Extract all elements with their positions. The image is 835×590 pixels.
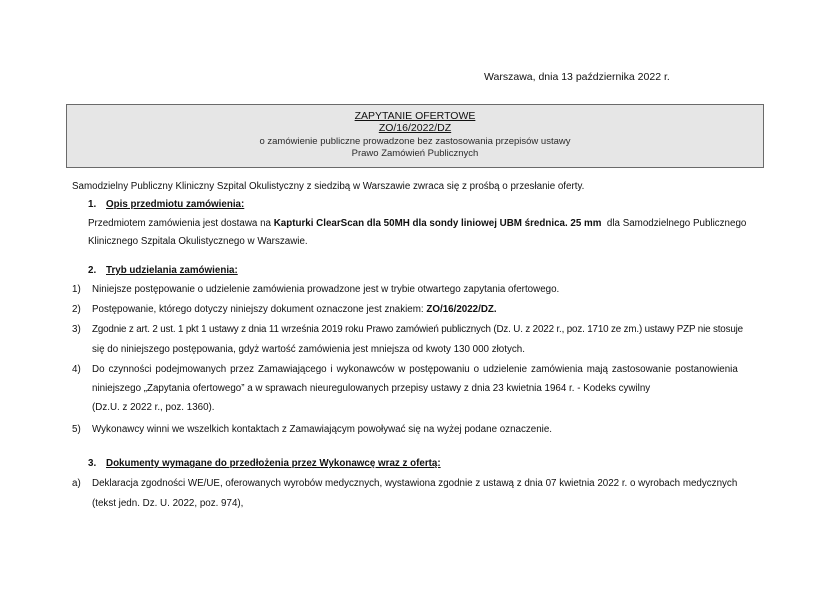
section-1-line-1-pre: Przedmiotem zamówienia jest dostawa na xyxy=(88,218,271,229)
section-1-heading: Opis przedmiotu zamówienia: xyxy=(106,199,245,210)
section-3-item-a-line-1: Deklaracja zgodności WE/UE, oferowanych wyrobów medycznych, wystawiona zgodnie z ustawą z dnia 07 kwietnia 2022 r. o wyrobach medycznych xyxy=(92,478,738,489)
document-sign: ZO/16/2022/DZ xyxy=(378,122,452,134)
document-sign-inline: ZO/16/2022/DZ. xyxy=(426,304,497,315)
section-2-item-4-line-3: (Dz.U. z 2022 r., poz. 1360). xyxy=(92,402,215,413)
header-subtitle-1: o zamówienie publiczne prowadzone bez zastosowania przepisów ustawy xyxy=(259,136,571,147)
section-2-item-3-line-1: Zgodnie z art. 2 ust. 1 pkt 1 ustawy z dnia 11 września 2019 roku Prawo zamówień publicznych (Dz. U. z 2022 r., poz. 1710 ze zm.) ustawy PZP nie stosuje xyxy=(92,324,743,335)
section-3-item-a-marker: a) xyxy=(72,478,81,489)
section-3-number: 3. xyxy=(88,458,97,469)
section-2-item-4-marker: 4) xyxy=(72,364,81,375)
section-2-heading: Tryb udzielania zamówienia: xyxy=(106,265,238,276)
section-1-line-1 xyxy=(88,218,746,229)
section-2-item-3-marker: 3) xyxy=(72,324,81,335)
section-2-item-2-marker: 2) xyxy=(72,304,81,315)
section-2-item-2-pre: Postępowanie, którego dotyczy niniejszy dokument oznaczone jest znakiem: xyxy=(92,304,424,315)
section-1-number: 1. xyxy=(88,199,97,210)
header-box xyxy=(66,104,764,168)
header-subtitle-2: Prawo Zamówień Publicznych xyxy=(351,148,479,159)
section-2-item-1-marker: 1) xyxy=(72,284,81,295)
section-2-number: 2. xyxy=(88,265,97,276)
section-2-item-4-line-2: niniejszego „Zapytania ofertowego” a w sprawach nieuregulowanych przepisy ustawy z dnia 23 kwietnia 1964 r. - Kodeks cywilny xyxy=(92,383,651,394)
section-2-item-2-text xyxy=(92,304,497,315)
document-title: ZAPYTANIE OFERTOWE xyxy=(354,110,476,122)
section-2-item-3-line-2: się do niniejszego postępowania, gdyż wartość zamówienia jest mniejsza od kwoty 130 000 złotych. xyxy=(92,344,525,355)
date-line: Warszawa, dnia 13 października 2022 r. xyxy=(484,71,670,83)
section-3-item-a-line-2: (tekst jedn. Dz. U. 2022, poz. 974), xyxy=(92,498,244,509)
section-2-item-5-marker: 5) xyxy=(72,424,81,435)
section-2-item-5-text: Wykonawcy winni we wszelkich kontaktach z Zamawiającym powoływać się na wyżej podane oznaczenie. xyxy=(92,424,553,435)
section-1-line-2: Klinicznego Szpitala Okulistycznego w Warszawie. xyxy=(88,236,308,247)
product-name: Kapturki ClearScan dla 50MH dla sondy liniowej UBM średnica. 25 mm xyxy=(273,218,602,229)
section-2-item-1-text: Niniejsze postępowanie o udzielenie zamówienia prowadzone jest w trybie otwartego zapytania ofertowego. xyxy=(92,284,560,295)
section-2-item-4-line-1: Do czynności podejmowanych przez Zamawiającego i wykonawców w postępowaniu o udzielenie zamówienia mają zastosowanie postanowienia xyxy=(92,364,738,375)
section-1-line-1-post: dla Samodzielnego Publicznego xyxy=(606,218,747,229)
section-3-heading: Dokumenty wymagane do przedłożenia przez Wykonawcę wraz z ofertą: xyxy=(106,458,441,469)
intro-paragraph: Samodzielny Publiczny Kliniczny Szpital Okulistyczny z siedzibą w Warszawie zwraca się z prośbą o przesłanie oferty. xyxy=(72,181,585,192)
